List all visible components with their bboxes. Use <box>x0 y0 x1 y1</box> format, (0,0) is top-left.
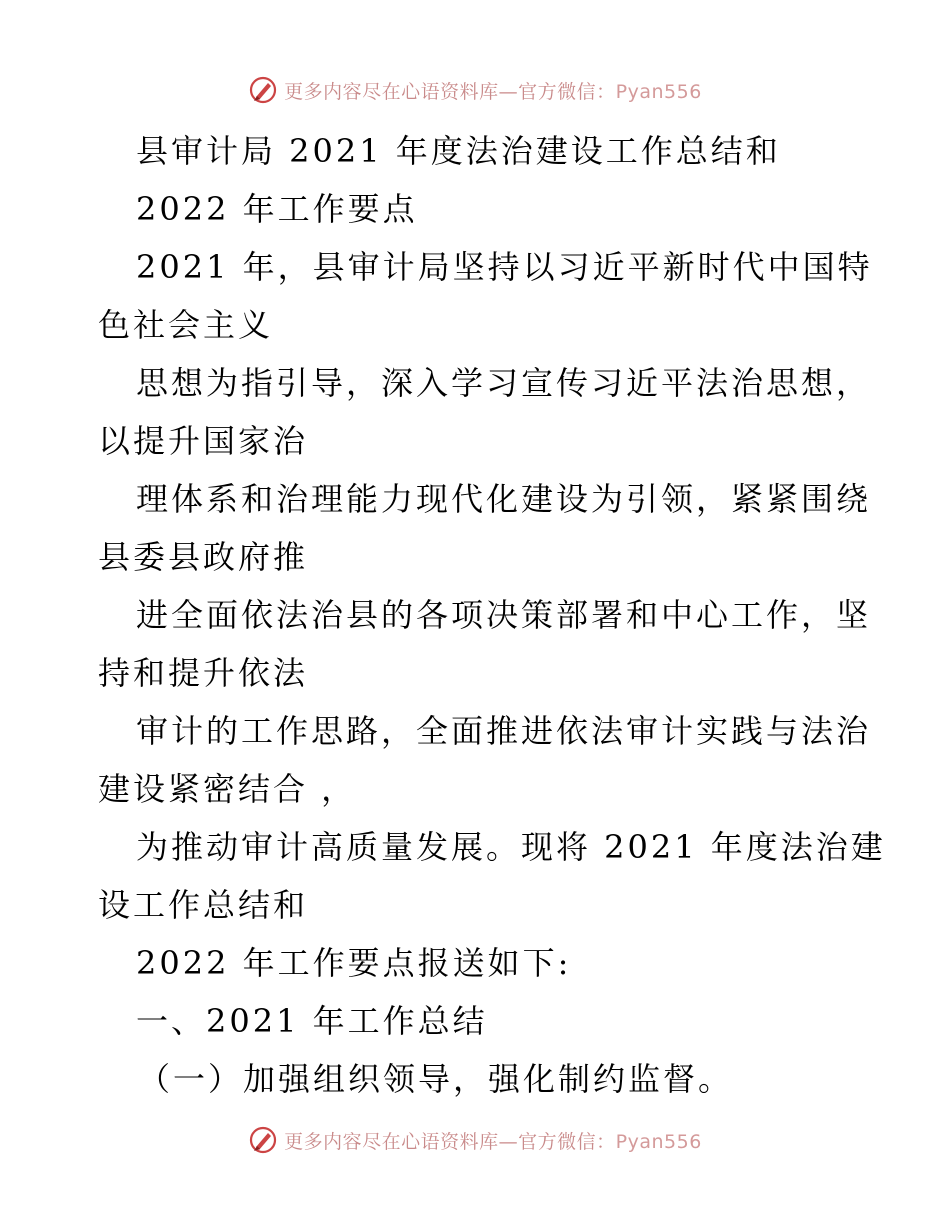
doc-paragraph-line: 以提升国家治 <box>98 422 309 460</box>
doc-paragraph-line: 持和提升依法 <box>98 654 309 692</box>
watermark-text: 更多内容尽在心语资料库—官方微信：Pyan556 <box>284 1130 702 1153</box>
doc-paragraph-line: 设工作总结和 <box>98 886 309 924</box>
document-body <box>98 122 886 1108</box>
watermark-wechat-id: Pyan556 <box>615 80 702 103</box>
doc-paragraph-line: 色社会主义 <box>98 306 274 344</box>
doc-paragraph-line: 进全面依法治县的各项决策部署和中心工作，坚 <box>136 596 872 634</box>
doc-paragraph-line: 县委县政府推 <box>98 538 309 576</box>
footer-watermark <box>0 1122 950 1158</box>
doc-paragraph-line: 理体系和治理能力现代化建设为引领，紧紧围绕 <box>136 480 872 518</box>
pen-seal-icon <box>248 75 278 105</box>
doc-title-line-1: 县审计局 2021 年度法治建设工作总结和 <box>136 132 781 170</box>
pen-seal-icon <box>248 1125 278 1155</box>
doc-paragraph-line: 建设紧密结合 ， <box>98 770 357 808</box>
watermark-wechat-id: Pyan556 <box>615 1130 702 1153</box>
subsection-heading: （一）加强组织领导，强化制约监督。 <box>138 1060 734 1098</box>
doc-title-line-2: 2022 年工作要点 <box>136 190 418 228</box>
doc-paragraph-line: 2021 年，县审计局坚持以习近平新时代中国特 <box>136 248 873 286</box>
doc-paragraph-line: 为推动审计高质量发展。现将 2021 年度法治建 <box>136 828 886 866</box>
header-watermark <box>0 72 950 108</box>
doc-paragraph-line: 审计的工作思路，全面推进依法审计实践与法治 <box>136 712 872 750</box>
section-heading: 一、2021 年工作总结 <box>136 1002 488 1040</box>
doc-paragraph-line: 思想为指引导，深入学习宣传习近平法治思想， <box>136 364 872 402</box>
watermark-text: 更多内容尽在心语资料库—官方微信：Pyan556 <box>284 80 702 103</box>
doc-paragraph-line: 2022 年工作要点报送如下: <box>136 944 572 982</box>
